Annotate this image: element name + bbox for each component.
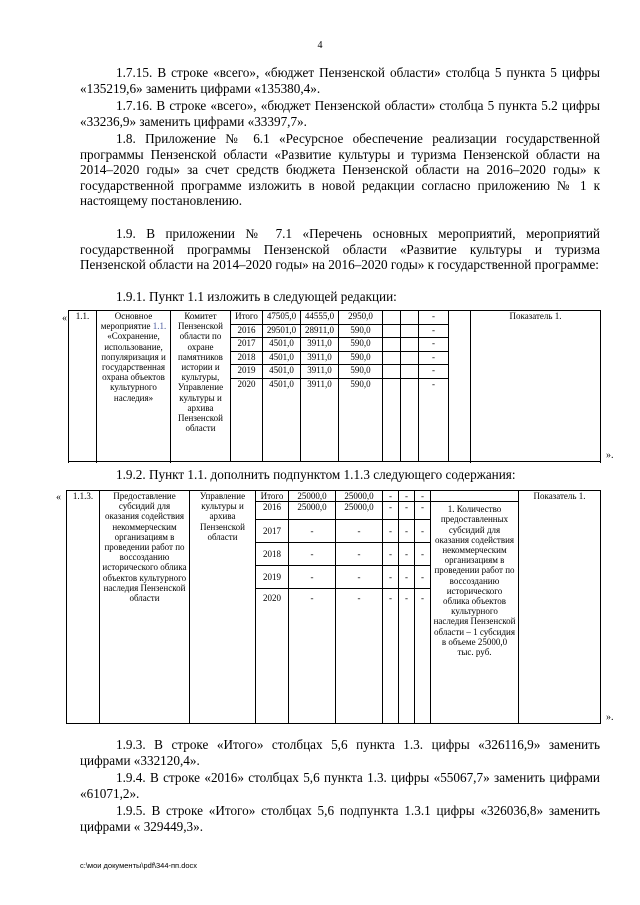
file-path-footer: c:\мои документы\pdf\344-пп.docx (80, 861, 198, 870)
table2-cell: - (336, 566, 383, 589)
table2-cell: - (415, 491, 431, 502)
table2-cell: - (289, 543, 336, 566)
table1-executor: Комитет Пензенской области по охране памятников истории и культуры, Управление культуры и архива Пензенской области (171, 311, 231, 462)
table1-cell: 590,0 (339, 365, 383, 379)
paragraph-1-7-16: 1.7.16. В строке «всего», «бюджет Пензенской области» столбца 5 пункта 5.2 цифры «33236,9» заменить цифрами «33397,7». (80, 98, 600, 129)
table2-executor: Управление культуры и архива Пензенской области (190, 491, 256, 724)
table2-cell: - (336, 543, 383, 566)
table1-year: 2020 (231, 379, 263, 462)
table1-indicator: Показатель 1. (471, 311, 601, 462)
table2-cell: - (415, 589, 431, 724)
table2-result: 1. Количество предоставленных субсидий для оказания содействия некоммерческим организациям в проведении работ по воссозданию исторического облика объектов культурного наследия Пензенской области – 1 субсидия в объеме 25000,0 тыс. руб. (431, 502, 519, 724)
table1-cell (383, 324, 401, 338)
table2-cell: - (336, 520, 383, 543)
table2-cell: - (383, 543, 399, 566)
table2-cell: - (415, 543, 431, 566)
table1-cell (383, 338, 401, 352)
table1-cell: - (419, 338, 449, 352)
table1-cell (401, 365, 419, 379)
table1-cell (383, 379, 401, 462)
table1-cell: - (419, 311, 449, 325)
table2-cell: - (399, 566, 415, 589)
table1-year: 2019 (231, 365, 263, 379)
table1-cell: 3911,0 (301, 338, 339, 352)
table2-cell: - (289, 566, 336, 589)
table1-cell: 44555,0 (301, 311, 339, 325)
table2-cell: - (399, 502, 415, 520)
table2-cell: - (383, 491, 399, 502)
table2-year: 2019 (256, 566, 289, 589)
table2-activity: Предоставление субсидий для оказания содействия некоммерческим организациям в проведении работ по воссозданию исторического облика объектов культурного наследия Пензенской области (100, 491, 190, 724)
table2-cell: - (289, 589, 336, 724)
table2-cell: 25000,0 (336, 502, 383, 520)
table2-cell: - (399, 589, 415, 724)
table1-empty (449, 311, 471, 462)
table2-cell: - (383, 566, 399, 589)
table2-num: 1.1.3. (67, 491, 100, 724)
table1-activity: Основное мероприятие 1.1. «Сохранение, использование, популяризация и государственная охрана объектов культурного наследия» (97, 311, 171, 462)
table2-open-quote: « (56, 492, 61, 503)
paragraph-1-9-2: 1.9.2. Пункт 1.1. дополнить подпунктом 1.1.3 следующего содержания: (116, 467, 516, 482)
table1-num: 1.1. (69, 311, 97, 462)
table1-open-quote: « (62, 313, 67, 324)
table1-year: 2018 (231, 351, 263, 365)
paragraph-1-7-15: 1.7.15. В строке «всего», «бюджет Пензенской области» столбца 5 пункта 5 цифры «135219,6» заменить цифрами «135380,4». (80, 65, 600, 96)
paragraph-1-9-5: 1.9.5. В строке «Итого» столбцах 5,6 подпункта 1.3.1 цифры «326036,8» заменить цифрами « 329449,3». (80, 803, 600, 834)
table2-close-quote: ». (606, 712, 614, 723)
table2-cell: - (383, 589, 399, 724)
table1-year: Итого (231, 311, 263, 325)
table2-cell: - (415, 566, 431, 589)
table1-cell (401, 324, 419, 338)
table2-cell: 25000,0 (289, 502, 336, 520)
table2-cell: - (336, 589, 383, 724)
table1-cell: - (419, 379, 449, 462)
table1-cell (401, 351, 419, 365)
table1-cell: 3911,0 (301, 351, 339, 365)
table1-cell: - (419, 351, 449, 365)
table2-cell: - (383, 502, 399, 520)
table2-cell: - (415, 502, 431, 520)
paragraph-1-9-3: 1.9.3. В строке «Итого» столбцах 5,6 пункта 1.3. цифры «326116,9» заменить цифрами «332120,4». (80, 737, 600, 768)
table1-cell: - (419, 324, 449, 338)
table2-cell: - (289, 520, 336, 543)
table2-cell: - (399, 491, 415, 502)
table1-cell: 4501,0 (263, 351, 301, 365)
table2-indicator: Показатель 1. (519, 491, 601, 724)
table1-cell: 3911,0 (301, 379, 339, 462)
paragraph-1-9-4: 1.9.4. В строке «2016» столбцах 5,6 пункта 1.3. цифры «55067,7» заменить цифрами «61071,2». (80, 770, 600, 801)
table2-year: 2020 (256, 589, 289, 724)
table1-cell (383, 365, 401, 379)
paragraph-1-9-1: 1.9.1. Пункт 1.1 изложить в следующей редакции: (116, 289, 397, 304)
table2-row (67, 491, 601, 502)
table2-year: Итого (256, 491, 289, 502)
table2-cell: - (399, 543, 415, 566)
table1-cell: 590,0 (339, 379, 383, 462)
table2-year: 2016 (256, 502, 289, 520)
table1-cell (383, 311, 401, 325)
table2-cell: - (415, 520, 431, 543)
table1-cell (401, 379, 419, 462)
table1-close-quote: ». (606, 450, 614, 461)
table1-cell: 590,0 (339, 351, 383, 365)
table1-cell: 2950,0 (339, 311, 383, 325)
table2-cell: - (399, 520, 415, 543)
table1-cell (383, 351, 401, 365)
page-number: 4 (317, 40, 323, 51)
table1 (68, 310, 601, 462)
table2-year: 2017 (256, 520, 289, 543)
table1-cell: 4501,0 (263, 365, 301, 379)
table1-cell: 47505,0 (263, 311, 301, 325)
table1-year: 2016 (231, 324, 263, 338)
table1-cell: - (419, 365, 449, 379)
paragraph-1-9: 1.9. В приложении № 7.1 «Перечень основных мероприятий, мероприятий государственной программы Пензенской области «Развитие культуры и туризма Пензенской области на 2014–2020 годы» на 2016–2020 годы» к государственной программе: (80, 226, 600, 272)
table1-cell (401, 338, 419, 352)
table1-row (69, 311, 601, 325)
table1-cell: 4501,0 (263, 379, 301, 462)
table2-cell: - (383, 520, 399, 543)
table1-cell: 590,0 (339, 324, 383, 338)
table2 (66, 490, 601, 724)
table1-cell: 590,0 (339, 338, 383, 352)
table2-year: 2018 (256, 543, 289, 566)
table2-cell (431, 491, 519, 502)
table1-cell (401, 311, 419, 325)
table2-cell: 25000,0 (336, 491, 383, 502)
table2-cell: 25000,0 (289, 491, 336, 502)
table1-cell: 4501,0 (263, 338, 301, 352)
table1-cell: 28911,0 (301, 324, 339, 338)
paragraph-1-8: 1.8. Приложение № 6.1 «Ресурсное обеспечение реализации государственной программы Пензенской области «Развитие культуры и туризма Пензенской области на 2014–2020 годы» за счет средств бюджета Пензенской области на 2016–2020 годы» к государственной программе изложить в новой редакции согласно приложению № 1 к настоящему постановлению. (80, 131, 600, 208)
table1-cell: 29501,0 (263, 324, 301, 338)
table1-year: 2017 (231, 338, 263, 352)
table1-cell: 3911,0 (301, 365, 339, 379)
